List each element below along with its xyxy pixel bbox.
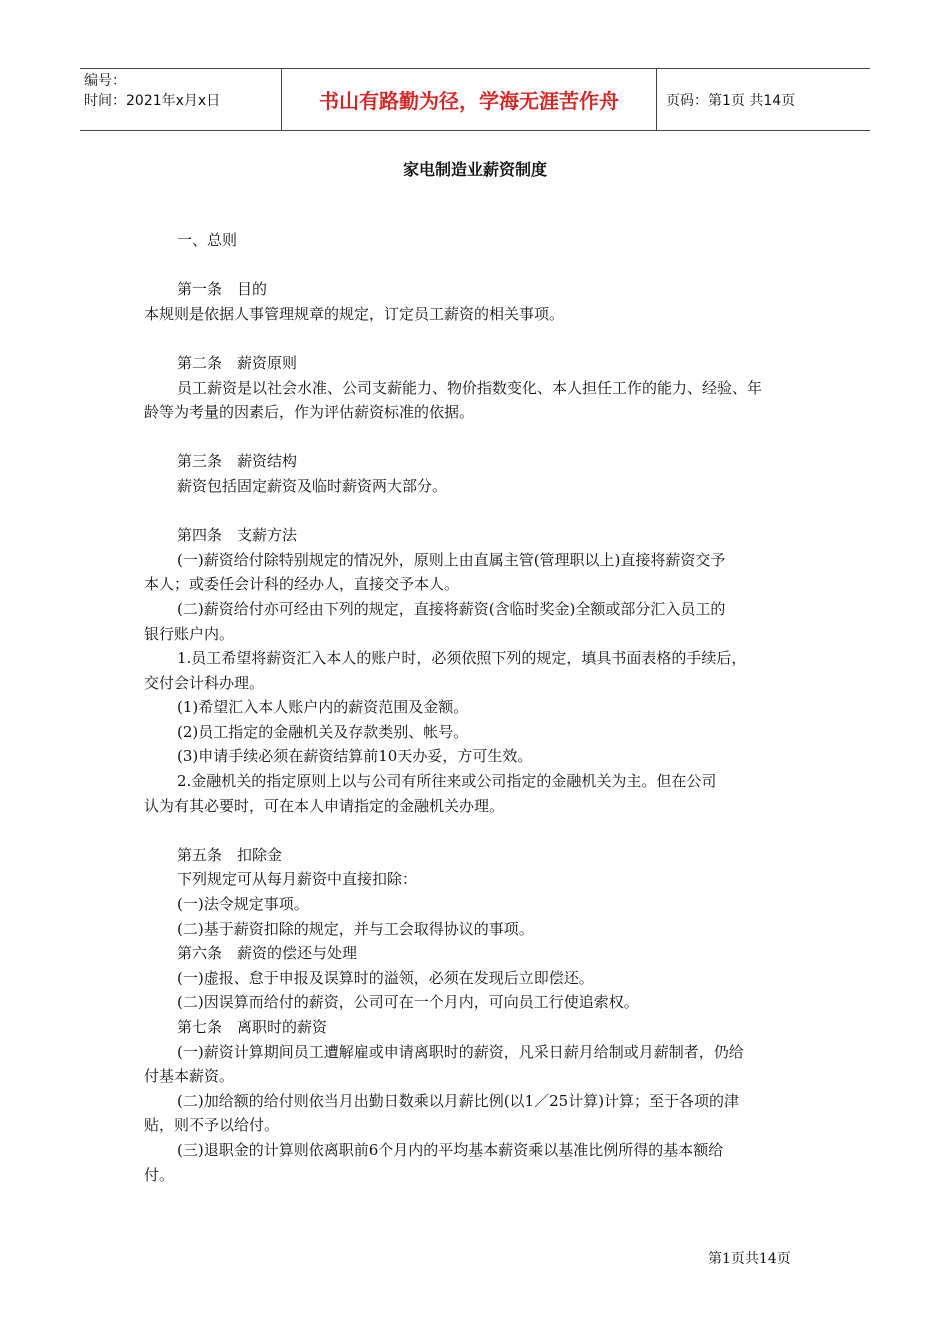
article-2-heading: 第二条 薪资原则 [177,353,298,372]
list-item: (1)希望汇入本人账户内的薪资范围及金额。 [177,698,469,717]
paragraph-line: (三)退职金的计算则依离职前6个月内的平均基本薪资乘以基准比例所得的基本额给 [177,1140,724,1159]
header-page-info: 页码：第1页 共14页 [666,92,796,109]
article-1-heading: 第一条 目的 [177,280,268,299]
document-date-label: 时间：2021年x月x日 [84,93,221,109]
paragraph-line: 贴，则不予以给付。 [144,1116,280,1135]
paragraph-line: 1.员工希望将薪资汇入本人的账户时，必须依照下列的规定，填具书面表格的手续后， [177,649,747,668]
paragraph-line: 2.金融机关的指定原则上以与公司有所往来或公司指定的金融机关为主。但在公司 [177,772,717,791]
list-item: (二)因误算而给付的薪资，公司可在一个月内，可向员工行使追索权。 [177,993,639,1012]
header-motto: 书山有路勤为径，学海无涯苦作舟 [281,69,657,130]
paragraph: 薪资包括固定薪资及临时薪资两大部分。 [177,476,448,495]
paragraph-line: (一)薪资给付除特别规定的情况外，原则上由直属主管(管理职以上)直接将薪资交予 [177,550,726,569]
paragraph-line: 员工薪资是以社会水准、公司支薪能力、物价指数变化、本人担任工作的能力、经验、年 [177,378,763,397]
article-7-heading: 第七条 离职时的薪资 [177,1018,328,1036]
paragraph-line: 付。 [144,1165,175,1184]
list-item: (2)员工指定的金融机关及存款类别、帐号。 [177,722,469,741]
paragraph: 下列规定可从每月薪资中直接扣除： [177,870,418,889]
article-3-heading: 第三条 薪资结构 [177,452,298,471]
paragraph-line: (二)薪资给付亦可经由下列的规定，直接将薪资(含临时奖金)全额或部分汇入员工的 [177,599,726,618]
article-4-heading: 第四条 支薪方法 [177,526,298,545]
paragraph-line: (二)加给额的给付则依当月出勤日数乘以月薪比例(以1／25计算)计算；至于各项的津 [177,1091,740,1110]
section-heading: 一、总则 [177,231,238,249]
paragraph-line: 银行账户内。 [144,624,235,643]
document-title: 家电制造业薪资制度 [402,160,547,179]
paragraph-line: (一)薪资计算期间员工遭解雇或申请离职时的薪资，凡采日薪月给制或月薪制者，仍给 [177,1042,744,1061]
article-6-heading: 第六条 薪资的偿还与处理 [177,944,358,963]
list-item: (二)基于薪资扣除的规定，并与工会取得协议的事项。 [177,919,534,938]
list-item: (3)申请手续必须在薪资结算前10天办妥，方可生效。 [177,747,533,766]
paragraph: 本规则是依据人事管理规章的规定，订定员工薪资的相关事项。 [144,304,565,323]
paragraph-line: 交付会计科办理。 [144,673,265,692]
paragraph-line: 龄等为考量的因素后，作为评估薪资标准的依据。 [144,403,475,422]
document-body [144,228,810,1187]
page-header [80,68,870,131]
page-footer: 第1页共14页 [708,1251,791,1267]
document-number-label: 编号： [84,73,126,89]
article-5-heading: 第五条 扣除金 [177,845,283,864]
paragraph-line: 付基本薪资。 [144,1067,235,1086]
header-meta [80,69,281,130]
paragraph-line: 本人；或委任会计科的经办人，直接交予本人。 [144,575,460,594]
list-item: (一)法令规定事项。 [177,895,309,914]
paragraph-line: 认为有其必要时，可在本人申请指定的金融机关办理。 [144,796,505,815]
list-item: (一)虚报、怠于申报及误算时的溢领，必须在发现后立即偿还。 [177,968,594,987]
